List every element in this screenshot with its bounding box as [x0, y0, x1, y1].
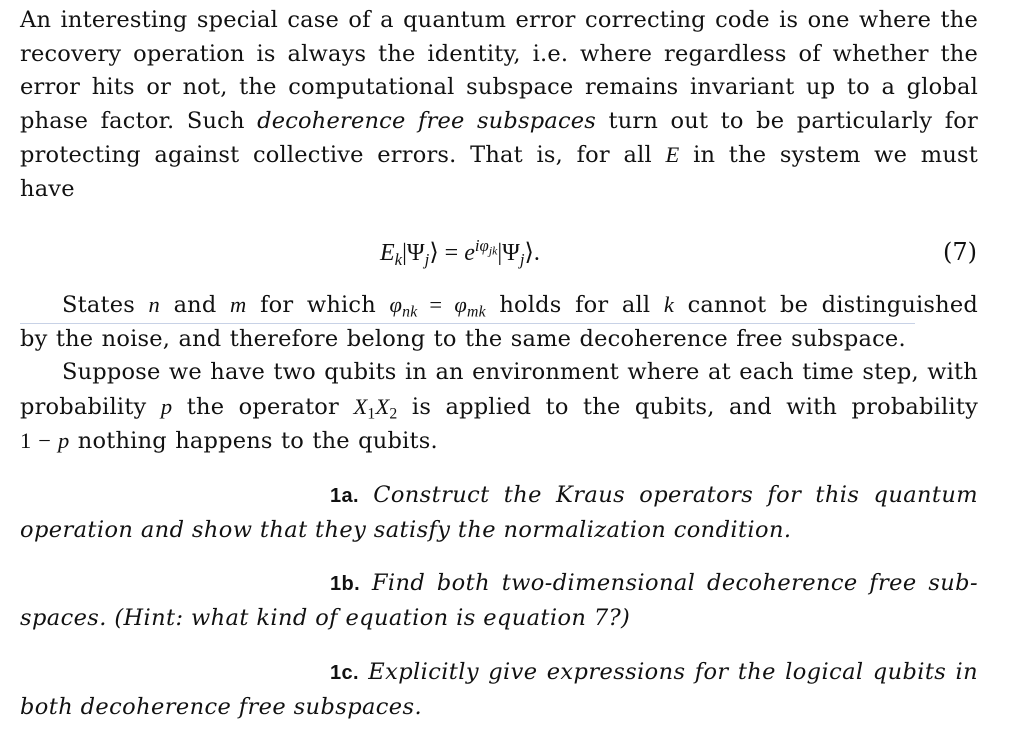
paragraph-suppose	[20, 356, 978, 459]
equation-body: $E_k|\Psi_j⟩$ = $e^{i\varphi_{jk}}|\Psi_j⟩$.	[380, 235, 540, 270]
intro-line-3: error hits or not, the computational subspace remains invariant up to a global	[20, 74, 978, 100]
suppose-line-3: 1 − p nothing happens to the qubits.	[20, 428, 438, 454]
intro-line-2: recovery operation is always the identity, i.e. where regardless of whether the	[20, 40, 978, 67]
equation-number: (7)	[943, 238, 977, 266]
term-decoherence-free-subspaces: decoherence free subspaces	[257, 107, 597, 134]
paragraph-states	[20, 288, 978, 356]
intro-line-4: phase factor. Such decoherence free subspaces turn out to be particularly for	[20, 107, 978, 134]
divider-line	[20, 323, 915, 324]
suppose-line-1: Suppose we have two qubits in an environment where at each time step, with	[62, 359, 978, 385]
question-1c: 1c. Explicitly give expressions for the logical qubits in both decoherence free subspaces.	[20, 659, 978, 720]
question-label: 1a.	[330, 485, 360, 507]
equation-7	[0, 235, 1009, 274]
intro-paragraph	[20, 4, 978, 206]
question-1a: 1a. Construct the Kraus operators for this quantum operation and show that they satisfy the normalization condition.	[20, 482, 978, 543]
intro-line-5: protecting against collective errors. That is, for all E in the system we must	[20, 142, 978, 168]
states-line-2: by the noise, and therefore belong to the same decoherence free subspace.	[20, 325, 906, 352]
intro-line-6: have	[20, 175, 75, 202]
question-label: 1b.	[330, 573, 361, 595]
suppose-line-2: probability p the operator $X_1X_2$ is applied to the qubits, and with probability	[20, 393, 978, 423]
question-label: 1c.	[330, 662, 360, 684]
intro-line-1: An interesting special case of a quantum error correcting code is one where the	[20, 7, 978, 33]
question-1b: 1b. Find both two-dimensional decoherence free sub- spaces. (Hint: what kind of equation is equation 7?)	[20, 570, 978, 631]
states-line-1: States n and m for which $\varphi_{nk} = \varphi_{mk}$ holds for all k cannot be distinguished	[62, 292, 978, 321]
